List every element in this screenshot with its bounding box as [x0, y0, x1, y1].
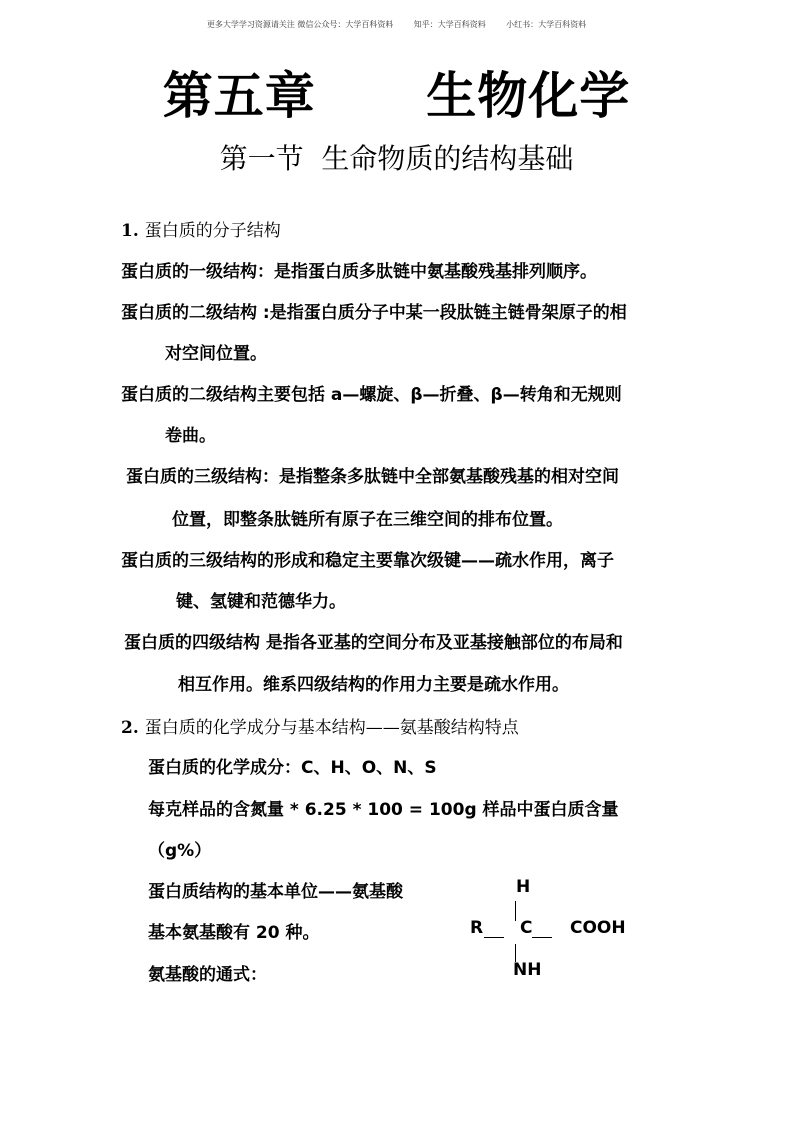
paragraph-line: 蛋白质的三级结构：是指整条多肽链中全部氨基酸残基的相对空间	[126, 467, 619, 487]
section-2-title: 蛋白质的化学成分与基本结构——氨基酸结构特点	[144, 718, 519, 738]
paragraph-line: 位置，即整条肽链所有原子在三维空间的排布位置。	[172, 510, 563, 530]
formula-bond-top	[515, 901, 516, 921]
formula-bottom-group: NH	[513, 960, 542, 980]
formula-r-group: R	[470, 918, 484, 938]
header-note: 更多大学学习资源请关注 微信公众号：大学百科资料 知乎：大学百科资料 小红书：大学百科资料	[206, 20, 587, 29]
section-2-heading	[121, 713, 519, 738]
section-1-title: 蛋白质的分子结构	[144, 221, 281, 241]
paragraph-line: 键、氢键和范德华力。	[176, 592, 346, 612]
paragraph-line: 相互作用。维系四级结构的作用力主要是疏水作用。	[178, 675, 569, 695]
paragraph-line: 每克样品的含氮量 * 6.25 * 100 = 100g 样品中蛋白质含量	[148, 800, 619, 820]
paragraph-line: 蛋白质的一级结构：是指蛋白质多肽链中氨基酸残基排列顺序。	[121, 262, 597, 282]
paragraph-line: 对空间位置。	[165, 344, 267, 364]
paragraph-line: 蛋白质的二级结构 :是指蛋白质分子中某一段肽链主链骨架原子的相	[121, 303, 627, 323]
section-title: 第一节 生命物质的结构基础	[219, 142, 574, 175]
formula-top-atom: H	[516, 877, 531, 897]
section-1-number: 1.	[121, 221, 139, 241]
paragraph-line: 蛋白质结构的基本单位——氨基酸	[148, 882, 403, 902]
chapter-title: 第五章 生物化学	[162, 66, 631, 125]
paragraph-line: 蛋白质的二级结构主要包括 a—螺旋、β—折叠、β—转角和无规则	[121, 385, 622, 405]
paragraph-line: 蛋白质的化学成分：C、H、O、N、S	[148, 758, 437, 778]
paragraph-line: （g%）	[148, 841, 212, 861]
formula-bond-right	[532, 937, 552, 938]
paragraph-line: 氨基酸的通式：	[148, 965, 267, 985]
formula-center-atom: C	[520, 918, 533, 938]
section-1-heading	[121, 216, 281, 241]
formula-carboxyl: COOH	[570, 918, 626, 938]
formula-bond-left	[484, 937, 504, 938]
section-2-number: 2.	[121, 718, 139, 738]
paragraph-line: 蛋白质的三级结构的形成和稳定主要靠次级键——疏水作用，离子	[121, 551, 614, 571]
paragraph-line: 卷曲。	[165, 426, 216, 446]
paragraph-line: 基本氨基酸有 20 种。	[148, 923, 320, 943]
paragraph-line: 蛋白质的四级结构 是指各亚基的空间分布及亚基接触部位的布局和	[124, 633, 623, 653]
